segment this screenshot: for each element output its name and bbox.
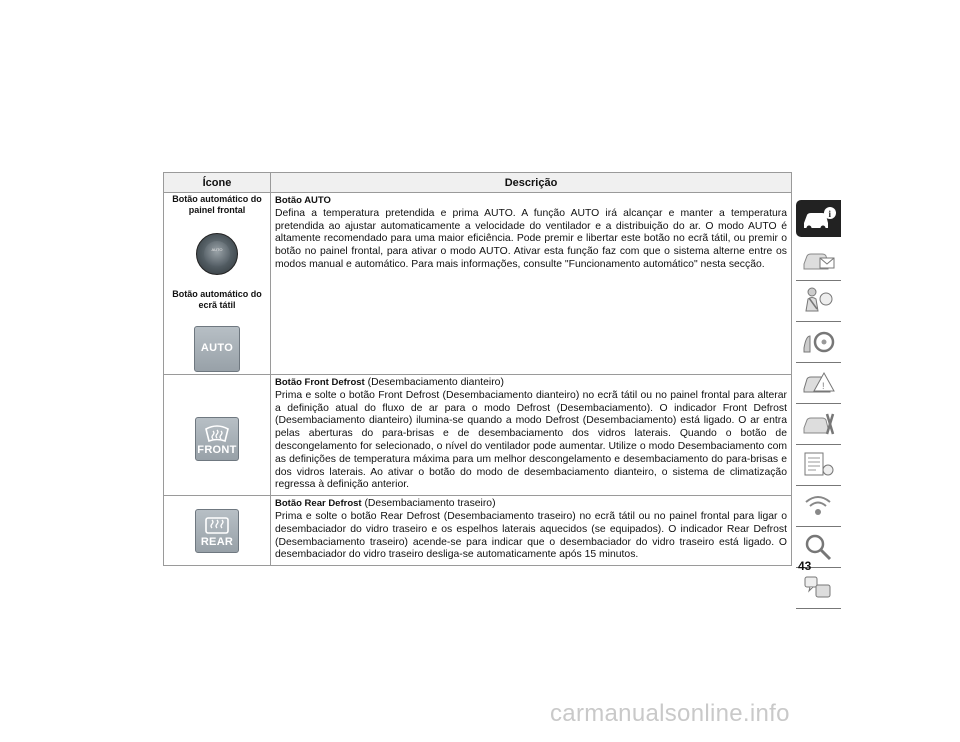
- rear-defrost-icon: [195, 509, 239, 553]
- tab-safety[interactable]: [796, 282, 841, 319]
- desc-front: [271, 375, 792, 496]
- tab-warning-lights[interactable]: [796, 241, 841, 278]
- table-row: [164, 496, 792, 566]
- front-button-text: FRONT: [197, 444, 237, 457]
- tab-multimedia[interactable]: [796, 487, 841, 524]
- chapter-tabs: [796, 200, 841, 610]
- table-row: [164, 375, 792, 496]
- watermark: carmanualsonline.info: [550, 700, 790, 727]
- icon-label-touchscreen: Botão automático do ecrã tátil: [172, 289, 262, 310]
- icon-cell-auto: [164, 193, 271, 375]
- icon-cell-front: [164, 375, 271, 496]
- svg-text:!: !: [822, 381, 825, 391]
- specs-list-icon: [800, 449, 838, 479]
- desc-auto: [271, 193, 792, 375]
- seatbelt-icon: [800, 285, 838, 315]
- rear-window-defrost-icon: [204, 515, 230, 535]
- warning-light-icon: [800, 244, 838, 274]
- auto-knob-text: AUTO: [211, 247, 223, 252]
- table-row: [164, 193, 792, 375]
- icon-label-front-panel: Botão automático do painel frontal: [172, 194, 262, 215]
- tab-service[interactable]: [796, 405, 841, 442]
- tab-car-info[interactable]: [796, 200, 841, 237]
- desc-head-suffix: (Desembaciamento dianteiro): [364, 377, 504, 388]
- desc-head: Botão AUTO: [275, 195, 331, 206]
- tab-starting[interactable]: [796, 323, 841, 360]
- search-icon: [800, 531, 838, 561]
- front-defrost-icon: [195, 417, 239, 461]
- icon-cell-rear: [164, 496, 271, 566]
- desc-text: Defina a temperatura pretendida e prima AUTO. A função AUTO irá alcançar e manter a temperatura pretendida ao ajustar automaticamente a velocidade do ventilador e a distribuição do ar. O modo AUTO é altamente recomendado para uma maior eficiência. Pode premir e libertar este botão no ecrã tátil, ou premir o botão no painel frontal, para ativar o modo AUTO. Ativar esta função faz com que o sistema alterne entre os modos manual e automático. Para mais informações, consulte "Funcionamento automático" nesta secção.: [275, 207, 787, 270]
- tab-specs[interactable]: [796, 446, 841, 483]
- language-icon: [800, 572, 838, 602]
- auto-button-icon: [194, 326, 240, 372]
- tab-languages[interactable]: [796, 569, 841, 606]
- desc-head-suffix: (Desembaciamento traseiro): [361, 498, 496, 510]
- rear-button-text: REAR: [200, 535, 234, 548]
- tab-emergency[interactable]: [796, 364, 841, 401]
- auto-button-text: AUTO: [200, 342, 234, 354]
- table-header: [164, 173, 792, 193]
- page-number: 43: [798, 559, 812, 573]
- desc-head: Botão Rear Defrost: [275, 498, 362, 510]
- controls-table: [163, 172, 792, 566]
- desc-text: Prima e solte o botão Front Defrost (Desembaciamento dianteiro) no ecrã tátil ou no painel frontal para alterar a definição atual do fluxo de ar para o modo Defrost (Desembaciamento). O indicador Front Defrost (Desembaciamento dianteiro) ilumina-se quando a modo Defrost (Desembaciamento) está ligado. O ar entra pelas aberturas do para-brisas e de desembaciamento dos vidros laterais. Quando o botão de descongelamento for selecionado, o nível do ventilador pode aumentar. Utilize o modo Desembaciamento com as definições de temperatura máxima para um melhor descongelamento e desembaciamento do para-brisas e dos vidros laterais. Ao ativar o botão do modo de desembaciamento dianteiro, o sistema de climatização regressa à definição anterior.: [275, 389, 787, 491]
- auto-knob-icon: [196, 233, 238, 275]
- desc-text: Prima e solte o botão Rear Defrost (Desembaciamento traseiro) no ecrã tátil ou no painel frontal para ligar o desembaciador do vidro traseiro e os espelhos laterais aquecidos (se equipados). O indicador Rear Defrost (Desembaciamento traseiro) acende-se para indicar que o desembaciador do vidro traseiro está ligado. O desembaciador do vidro traseiro desliga-se automaticamente após 15 minutos.: [275, 510, 787, 561]
- service-icon: [800, 408, 838, 438]
- steering-wheel-icon: [800, 326, 838, 356]
- desc-rear: [271, 496, 792, 566]
- header-description: Descrição: [271, 173, 792, 193]
- car-info-icon: [800, 203, 838, 233]
- svg-text:i: i: [828, 209, 832, 219]
- header-icon: Ícone: [164, 173, 271, 193]
- crash-icon: [800, 367, 838, 397]
- windshield-defrost-icon: [204, 423, 230, 443]
- desc-head: Botão Front Defrost: [275, 377, 365, 388]
- multimedia-icon: [800, 490, 838, 520]
